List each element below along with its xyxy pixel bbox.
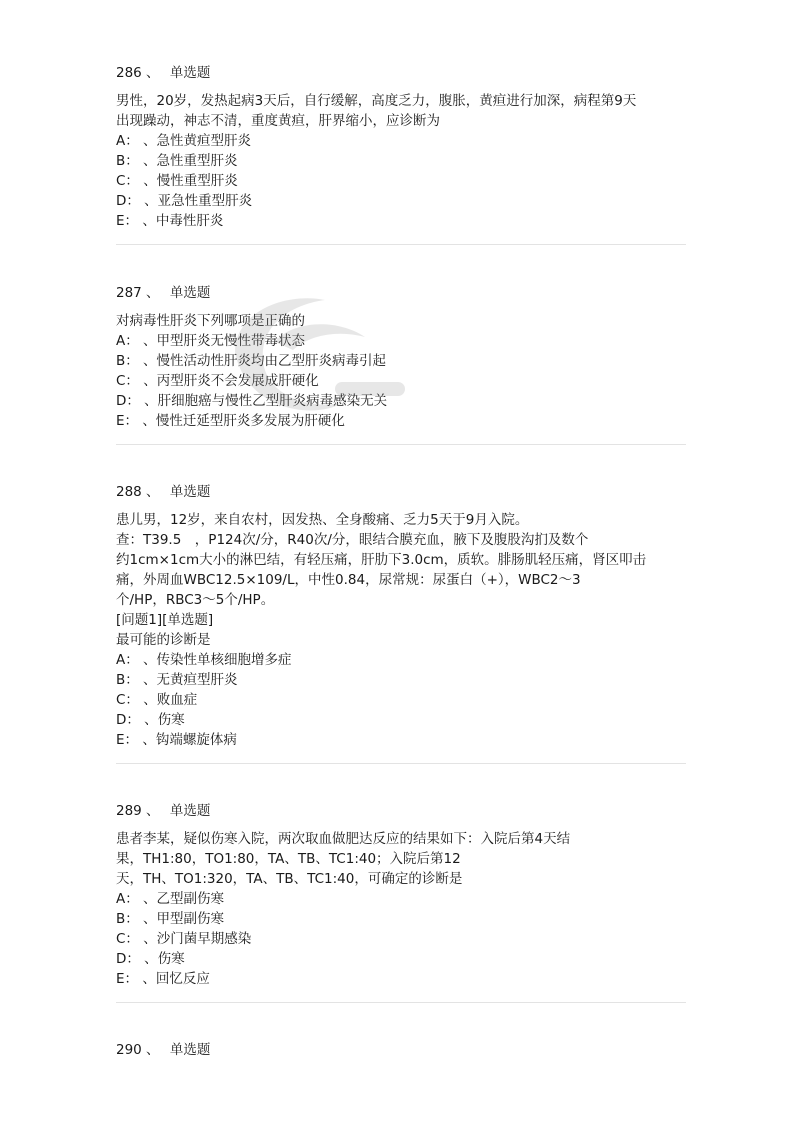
question-stem (116, 311, 387, 331)
question-divider (116, 244, 686, 245)
stem-line: 男性，20岁，发热起病3天后，自行缓解，高度乏力，腹胀，黄疸进行加深，病程第9天 (116, 93, 637, 109)
option-a[interactable]: A： 、传染性单核细胞增多症 (116, 652, 292, 668)
question-header (116, 801, 570, 821)
option-d[interactable]: D： 、伤寒 (116, 712, 185, 728)
option-c[interactable]: C： 、丙型肝炎不会发展成肝硬化 (116, 373, 319, 389)
question-number: 286 、 (116, 65, 160, 81)
question-header (116, 63, 636, 83)
stem-line: 天，TH、TO1:320，TA、TB、TC1:40，可确定的诊断是 (116, 871, 463, 887)
option-c[interactable]: C： 、慢性重型肝炎 (116, 173, 238, 189)
option-d[interactable]: D： 、亚急性重型肝炎 (116, 193, 253, 209)
question-header (116, 482, 646, 502)
question-type: 单选题 (169, 803, 211, 819)
sub-question-label: [问题1][单选题] (116, 612, 214, 628)
option-e[interactable]: E： 、中毒性肝炎 (116, 213, 224, 229)
question-287 (116, 283, 387, 431)
option-b[interactable]: B： 、急性重型肝炎 (116, 153, 238, 169)
question-290 (116, 1040, 210, 1060)
question-number: 287 、 (116, 285, 160, 301)
option-a[interactable]: A： 、乙型副伤寒 (116, 891, 225, 907)
question-type: 单选题 (169, 65, 211, 81)
option-e[interactable]: E： 、钩端螺旋体病 (116, 732, 237, 748)
question-divider (116, 444, 686, 445)
question-divider (116, 1002, 686, 1003)
option-e[interactable]: E： 、慢性迁延型肝炎多发展为肝硬化 (116, 413, 345, 429)
stem-line: 果，TH1:80，TO1:80，TA、TB、TC1:40；入院后第12 (116, 851, 461, 867)
question-divider (116, 763, 686, 764)
stem-line: 痛，外周血WBC12.5×109/L，中性0.84，尿常规：尿蛋白（+），WBC2～3 (116, 572, 581, 588)
stem-line: 出现躁动，神志不清，重度黄疸，肝界缩小，应诊断为 (116, 113, 440, 129)
stem-line: 约1cm×1cm大小的淋巴结，有轻压痛，肝肋下3.0cm，质软。腓肠肌轻压痛，肾区叩击 (116, 552, 647, 568)
option-list (116, 131, 636, 231)
option-list (116, 889, 570, 989)
option-c[interactable]: C： 、沙门菌早期感染 (116, 931, 252, 947)
option-b[interactable]: B： 、无黄疸型肝炎 (116, 672, 238, 688)
option-b[interactable]: B： 、甲型副伤寒 (116, 911, 225, 927)
option-list (116, 650, 646, 750)
question-number: 289 、 (116, 803, 160, 819)
question-number: 290 、 (116, 1042, 160, 1058)
option-b[interactable]: B： 、慢性活动性肝炎均由乙型肝炎病毒引起 (116, 353, 387, 369)
stem-line: 查：T39.5 ，P124次/分，R40次/分，眼结合膜充血，腋下及腹股沟扪及数个 (116, 532, 589, 548)
question-288 (116, 482, 646, 750)
question-stem (116, 510, 646, 650)
stem-line: 患者李某，疑似伤寒入院，两次取血做肥达反应的结果如下：入院后第4天结 (116, 831, 571, 847)
question-286 (116, 63, 636, 231)
option-d[interactable]: D： 、肝细胞癌与慢性乙型肝炎病毒感染无关 (116, 393, 388, 409)
stem-line: 患儿男，12岁，来自农村，因发热、全身酸痛、乏力5天于9月入院。 (116, 512, 529, 528)
stem-line: 对病毒性肝炎下列哪项是正确的 (116, 313, 305, 329)
option-a[interactable]: A： 、急性黄疸型肝炎 (116, 133, 252, 149)
question-header (116, 283, 387, 303)
option-d[interactable]: D： 、伤寒 (116, 951, 185, 967)
stem-line: 个/HP，RBC3～5个/HP。 (116, 592, 275, 608)
option-c[interactable]: C： 、败血症 (116, 692, 198, 708)
question-289 (116, 801, 570, 989)
question-stem (116, 91, 636, 131)
question-type: 单选题 (169, 285, 211, 301)
option-a[interactable]: A： 、甲型肝炎无慢性带毒状态 (116, 333, 306, 349)
question-stem (116, 829, 570, 889)
question-type: 单选题 (169, 1042, 211, 1058)
option-e[interactable]: E： 、回忆反应 (116, 971, 210, 987)
question-number: 288 、 (116, 484, 160, 500)
stem-line: 最可能的诊断是 (116, 632, 211, 648)
question-header (116, 1040, 210, 1060)
question-type: 单选题 (169, 484, 211, 500)
option-list (116, 331, 387, 431)
